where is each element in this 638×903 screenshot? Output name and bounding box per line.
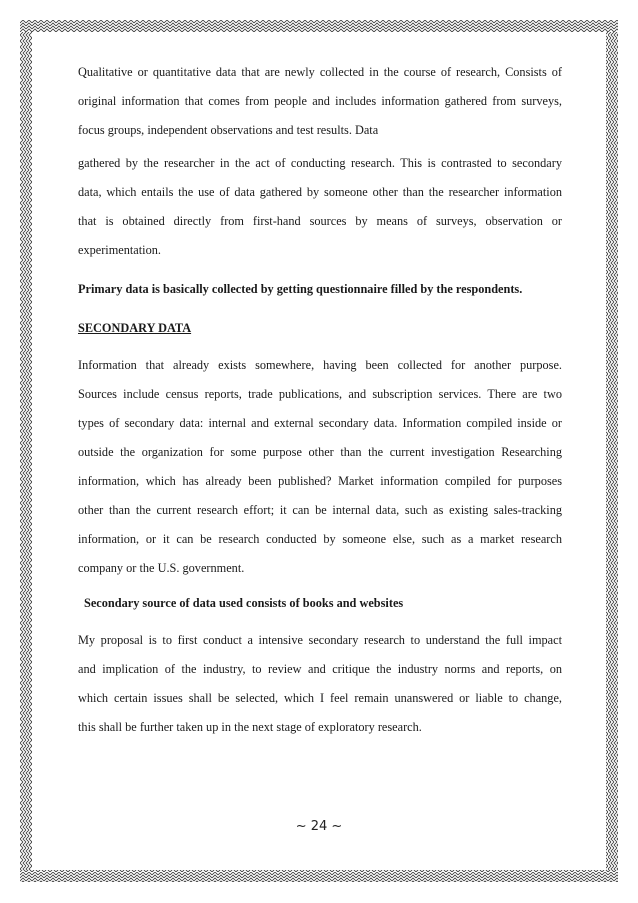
secondary-source-statement: Secondary source of data used consists of books and websites <box>84 596 404 610</box>
page-number: ~ 24 ~ <box>295 819 343 834</box>
paragraph-proposal <box>78 626 562 742</box>
text-line: gathered by the researcher in the act of conducting research. This is contrasted to secondary <box>78 156 562 170</box>
text-line: Qualitative or quantitative data that are newly collected in the course of research, Consists of <box>78 65 562 79</box>
paragraph-gathered-by-researcher <box>78 149 562 265</box>
text-line: focus groups, independent observations and test results. Data <box>78 123 379 137</box>
paragraph-qualitative-data <box>78 58 562 145</box>
text-line: information, which has already been published? Market information compiled for purposes <box>78 474 562 488</box>
text-line: which certain issues shall be selected, which I feel remain unanswered or liable to change, <box>78 691 562 705</box>
page-body <box>78 58 562 742</box>
text-line: original information that comes from people and includes information gathered from surveys, <box>78 94 562 108</box>
text-line: and implication of the industry, to review and critique the industry norms and reports, on <box>78 662 562 676</box>
text-line: data, which entails the use of data gathered by someone other than the researcher information <box>78 185 562 199</box>
text-line: experimentation. <box>78 243 161 257</box>
text-line: that is obtained directly from first-hand sources by means of surveys, observation or <box>78 214 562 228</box>
primary-data-statement: Primary data is basically collected by getting questionnaire filled by the respondents. <box>78 282 523 296</box>
text-line: outside the organization for some purpose other than the current investigation Researching <box>78 445 562 459</box>
secondary-data-heading: SECONDARY DATA <box>78 321 192 335</box>
text-line: My proposal is to first conduct a intensive secondary research to understand the full impact <box>78 633 562 647</box>
text-line: this shall be further taken up in the next stage of exploratory research. <box>78 720 422 734</box>
text-line: types of secondary data: internal and external secondary data. Information compiled inside or <box>78 416 562 430</box>
text-line: company or the U.S. government. <box>78 561 245 575</box>
paragraph-secondary-data <box>78 351 562 583</box>
text-line: Information that already exists somewhere, having been collected for another purpose. <box>78 358 562 372</box>
text-line: Sources include census reports, trade publications, and subscription services. There are two <box>78 387 562 401</box>
text-line: other than the current research effort; it can be internal data, such as existing sales-tracking <box>78 503 562 517</box>
text-line: information, or it can be research conducted by someone else, such as a market research <box>78 532 562 546</box>
